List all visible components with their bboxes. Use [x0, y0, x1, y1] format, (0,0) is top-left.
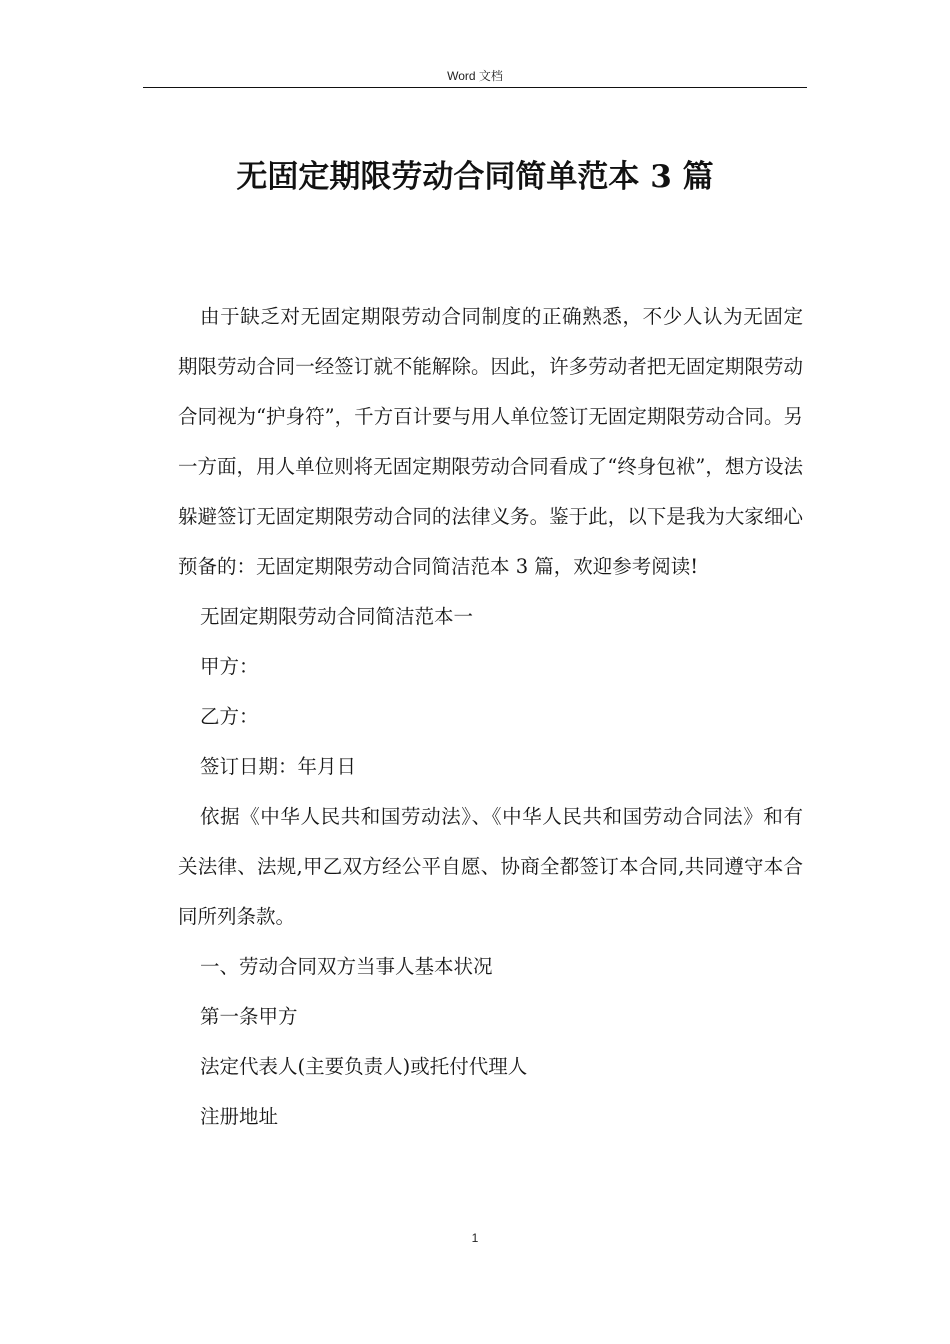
chapter-heading: 一、劳动合同双方当事人基本状况: [200, 955, 493, 978]
signing-date-line: 签订日期：年月日: [200, 755, 357, 778]
document-body: [178, 292, 803, 1142]
party-a-line: 甲方：: [200, 655, 259, 678]
page-header: Word 文档: [447, 69, 503, 83]
section-heading: 无固定期限劳动合同简洁范本一: [200, 605, 474, 628]
page-number: 1: [471, 1231, 479, 1245]
intro-paragraph: 由于缺乏对无固定期限劳动合同制度的正确熟悉，不少人认为无固定期限劳动合同一经签订就不能解除。因此，许多劳动者把无固定期限劳动合同视为“护身符”，千方百计要与用人单位签订无固定期限劳动合同。另一方面，用人单位则将无固定期限劳动合同看成了“终身包袱”，想方设法躲避签订无固定期限劳动合同的法律义务。鉴于此，以下是我为大家细心预备的：无固定期限劳动合同简洁范本 3 篇，欢迎参考阅读!: [178, 305, 803, 578]
document-title: 无固定期限劳动合同简单范本 3 篇: [236, 159, 714, 195]
representative-line: 法定代表人(主要负责人)或托付代理人: [200, 1055, 528, 1078]
address-line: 注册地址: [200, 1105, 279, 1128]
basis-paragraph: 依据《中华人民共和国劳动法》、《中华人民共和国劳动合同法》和有关法律、法规,甲乙双方经公平自愿、协商全都签订本合同,共同遵守本合同所列条款。: [178, 805, 803, 928]
article-heading: 第一条甲方: [200, 1005, 298, 1028]
party-b-line: 乙方：: [200, 705, 259, 728]
header-divider: [143, 87, 807, 88]
